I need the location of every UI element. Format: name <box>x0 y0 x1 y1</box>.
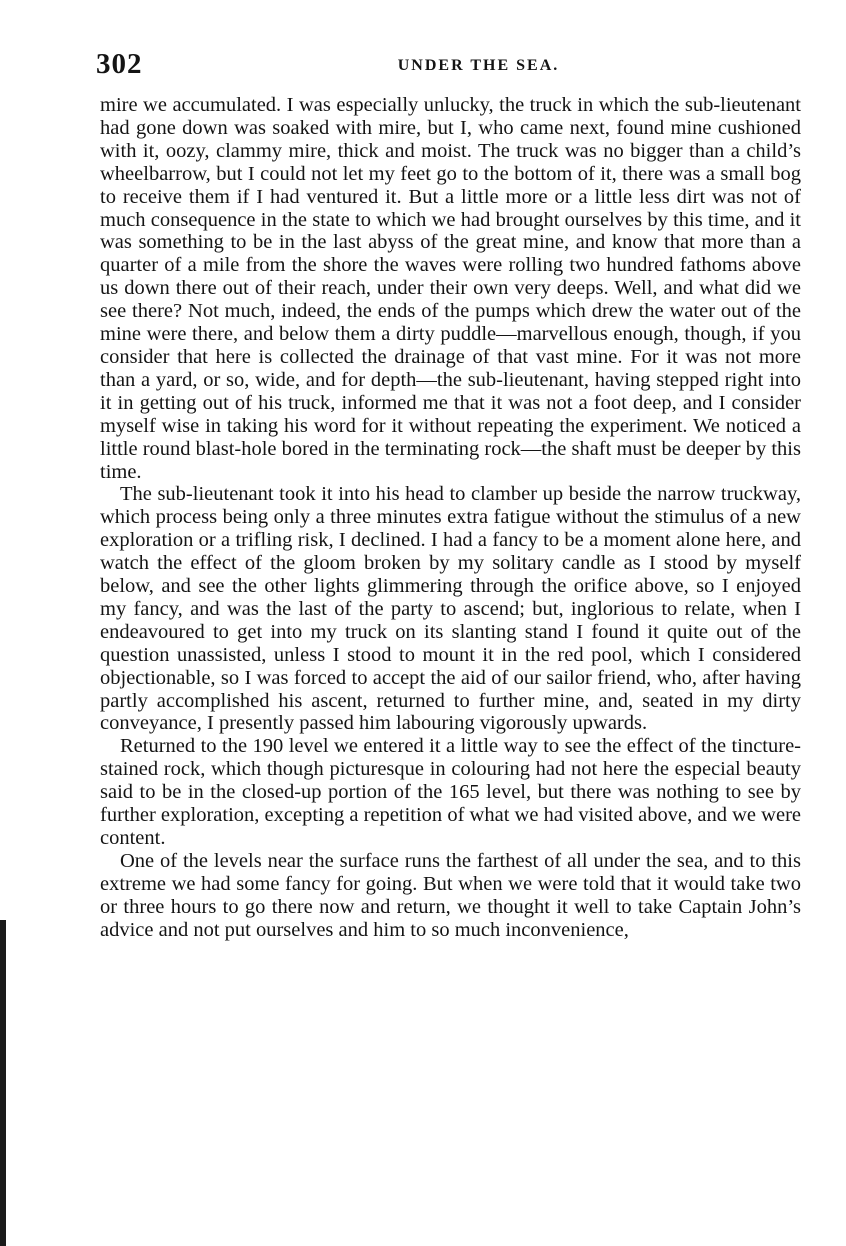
paragraph-3: Returned to the 190 level we entered it a little way to see the effect of the tincture-stained rock, which though picturesque in colouring had not here the especial beauty said to be in the closed-up portion of the 165 level, but there was nothing to see by further exploration, excepting a repetition of what we had visited above, and we were content. <box>100 735 801 849</box>
paragraph-2: The sub-lieutenant took it into his head to clamber up beside the narrow truckway, which process being only a three minutes extra fatigue without the stimulus of a new exploration or a trifling risk, I declined. I had a fancy to be a moment alone here, and watch the effect of the gloom broken by my solitary candle as I stood by myself below, and see the other lights glimmering through the orifice above, so I enjoyed my fancy, and was the last of the party to ascend; but, inglorious to relate, when I endeavoured to get into my truck on its slanting stand I found it quite out of the question unassisted, unless I stood to mount it in the red pool, which I considered objectionable, so I was forced to accept the aid of our sailor friend, who, after having partly accomplished his ascent, returned to further mine, and, seated in my dirty conveyance, I presently passed him labouring vigorously upwards. <box>100 483 801 735</box>
page-header <box>96 44 801 84</box>
page-number: 302 <box>96 48 143 80</box>
page-edge-rule <box>0 920 6 1246</box>
paragraph-4: One of the levels near the surface runs the farthest of all under the sea, and to this extreme we had some fancy for going. But when we were told that it would take two or three hours to go there now and return, we thought it well to take Captain John’s advice and not put ourselves and him to so much inconvenience, <box>100 849 801 941</box>
body-text <box>100 94 801 942</box>
running-title: UNDER THE SEA. <box>397 57 560 74</box>
paragraph-1: mire we accumulated. I was especially unlucky, the truck in which the sub-lieutenant had gone down was soaked with mire, but I, who came next, found mine cushioned with it, oozy, clammy mire, thick and moist. The truck was no bigger than a child’s wheelbarrow, but I could not let my feet go to the bottom of it, there was a small bog to receive them if I had ventured it. But a little more or a little less dirt was not of much consequence in the state to which we had brought ourselves by this time, and it was something to be in the last abyss of the great mine, and know that more than a quarter of a mile from the shore the waves were rolling two hundred fathoms above us down there out of their reach, under their own very deeps. Well, and what did we see there? Not much, indeed, the ends of the pumps which drew the water out of the mine were there, and below them a dirty puddle—marvellous enough, though, if you consider that here is collected the drainage of that vast mine. For it was not more than a yard, or so, wide, and for depth—the sub-lieutenant, having stepped right into it in getting out of his truck, informed me that it was not a foot deep, and I consider myself wise in taking his word for it without repeating the experiment. We noticed a little round blast-hole bored in the terminating rock—the shaft must be deeper by this time. <box>100 94 801 483</box>
